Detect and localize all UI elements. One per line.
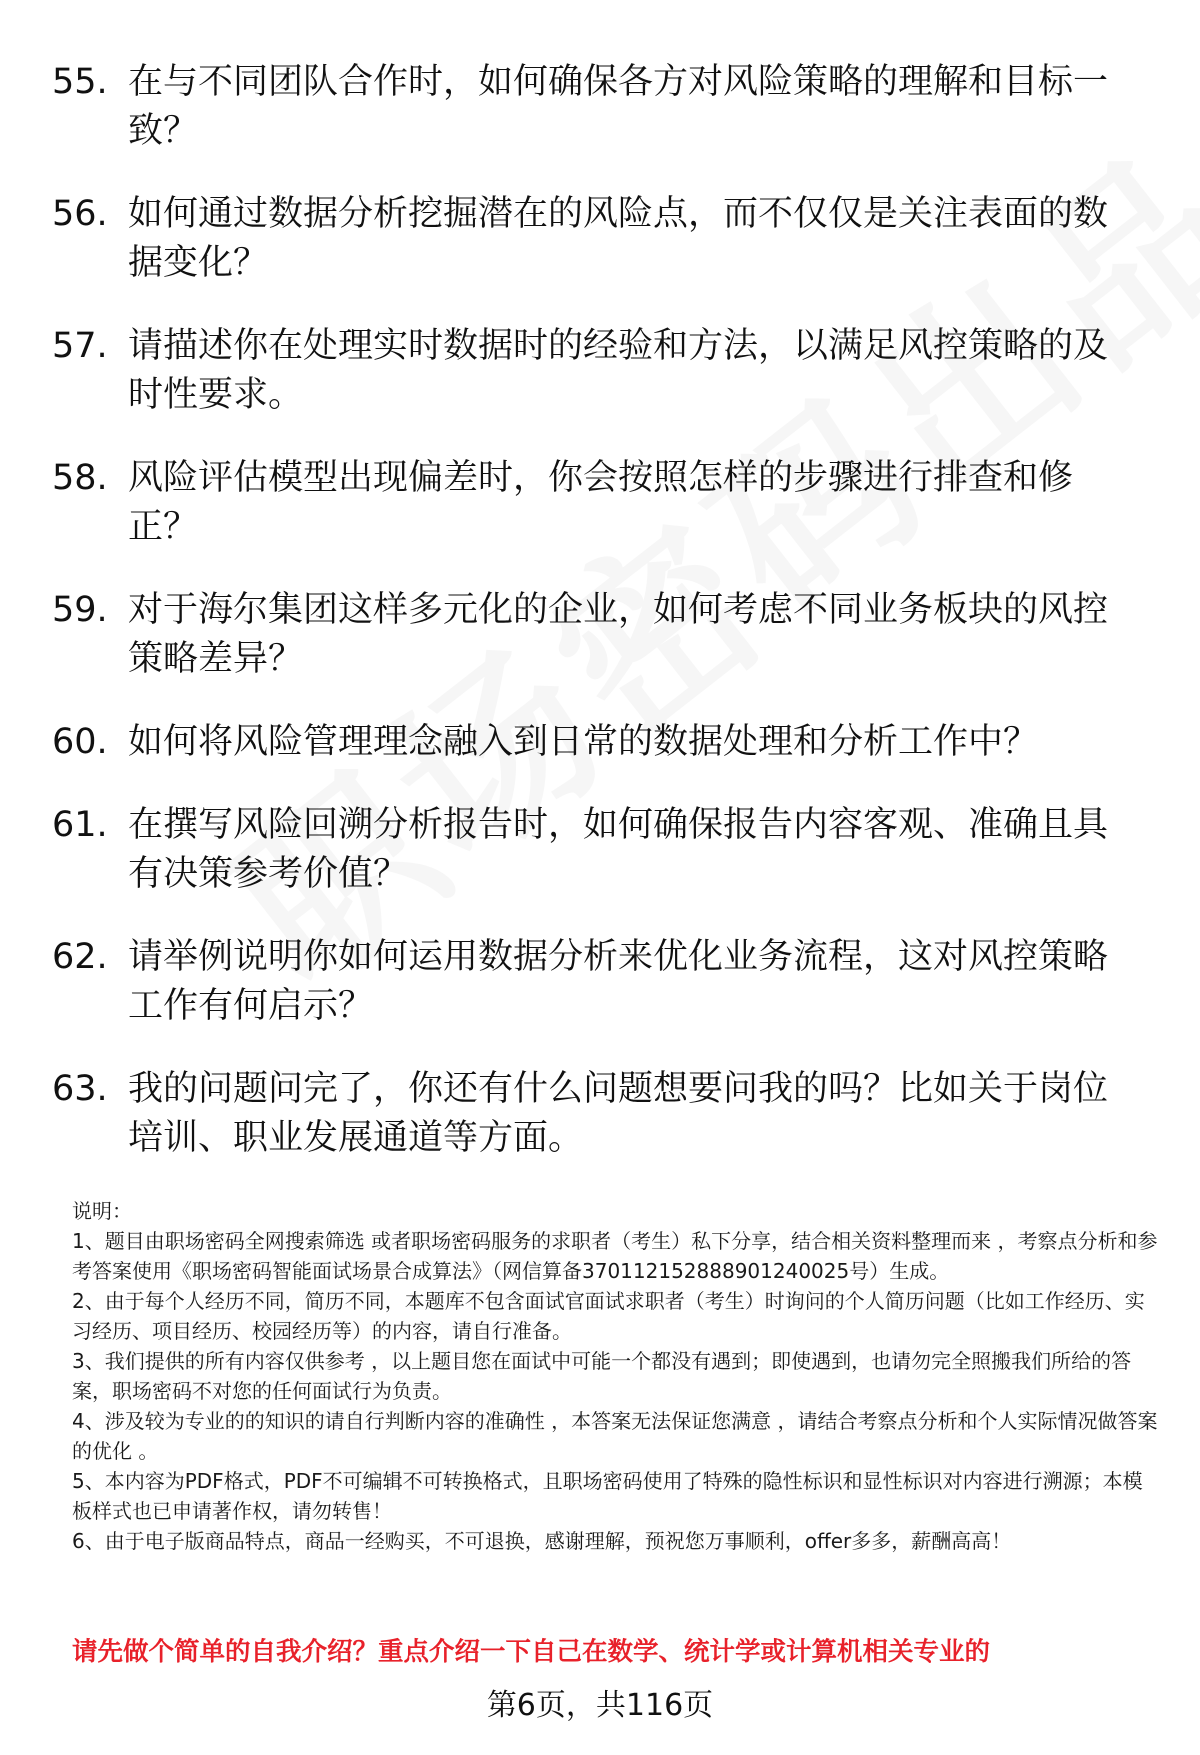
question-item <box>0 933 1200 1031</box>
question-number: 59. <box>52 590 108 630</box>
page-number: 第6页，共116页 <box>486 1688 714 1723</box>
question-item <box>0 718 1200 767</box>
note-item: 4、涉及较为专业的的知识的请自行判断内容的准确性 ，本答案无法保证您满意 ，请结合考察点分析和个人实际情况做答案的优化 。 <box>72 1409 1158 1463</box>
note-item: 2、由于每个人经历不同，简历不同，本题库不包含面试官面试求职者（考生）时询问的个人简历问题（比如工作经历、实习经历、项目经历、校园经历等）的内容，请自行准备。 <box>72 1289 1145 1343</box>
question-number: 56. <box>52 194 108 234</box>
question-number: 63. <box>52 1069 108 1109</box>
notes-title: 说明： <box>72 1199 132 1223</box>
question-number: 60. <box>52 722 108 762</box>
question-text: 对于海尔集团这样多元化的企业，如何考虑不同业务板块的风控策略差异？ <box>128 590 1109 679</box>
question-list <box>0 58 1200 1197</box>
question-text: 风险评估模型出现偏差时，你会按照怎样的步骤进行排查和修正？ <box>128 458 1074 547</box>
question-text: 在与不同团队合作时，如何确保各方对风险策略的理解和目标一致？ <box>128 62 1109 151</box>
question-item <box>0 190 1200 288</box>
question-item <box>0 322 1200 420</box>
question-text: 我的问题问完了，你还有什么问题想要问我的吗？比如关于岗位培训、职业发展通道等方面。 <box>128 1069 1109 1158</box>
question-item <box>0 586 1200 684</box>
note-item: 1、题目由职场密码全网搜索筛选 或者职场密码服务的求职者（考生）私下分享，结合相关资料整理而来 ，考察点分析和参考答案使用《职场密码智能面试场景合成算法》（网信算备370112152888901240025号）生成。 <box>72 1229 1158 1283</box>
notes-section <box>72 1196 1162 1556</box>
note-item: 6、由于电子版商品特点，商品一经购买，不可退换，感谢理解，预祝您万事顺利，offer多多，薪酬高高！ <box>72 1529 1012 1553</box>
question-text: 如何通过数据分析挖掘潜在的风险点，而不仅仅是关注表面的数据变化？ <box>128 194 1109 283</box>
question-text: 在撰写风险回溯分析报告时，如何确保报告内容客观、准确且具有决策参考价值？ <box>128 805 1109 894</box>
question-number: 58. <box>52 458 108 498</box>
question-text: 请描述你在处理实时数据时的经验和方法，以满足风控策略的及时性要求。 <box>128 326 1109 415</box>
question-number: 61. <box>52 805 108 845</box>
question-item <box>0 58 1200 156</box>
question-item <box>0 801 1200 899</box>
question-text: 如何将风险管理理念融入到日常的数据处理和分析工作中？ <box>128 722 1039 762</box>
question-number: 57. <box>52 326 108 366</box>
footer-highlight-text: 请先做个简单的自我介绍？重点介绍一下自己在数学、统计学或计算机相关专业的 <box>72 1637 991 1667</box>
question-number: 62. <box>52 937 108 977</box>
question-item <box>0 1065 1200 1163</box>
note-item: 5、本内容为PDF格式，PDF不可编辑不可转换格式，且职场密码使用了特殊的隐性标识和显性标识对内容进行溯源；本模板样式也已申请著作权，请勿转售！ <box>72 1469 1143 1523</box>
question-item <box>0 454 1200 552</box>
note-item: 3、我们提供的所有内容仅供参考 ，以上题目您在面试中可能一个都没有遇到；即使遇到，也请勿完全照搬我们所给的答案，职场密码不对您的任何面试行为负责。 <box>72 1349 1132 1403</box>
question-text: 请举例说明你如何运用数据分析来优化业务流程，这对风控策略工作有何启示？ <box>128 937 1109 1026</box>
question-number: 55. <box>52 62 108 102</box>
